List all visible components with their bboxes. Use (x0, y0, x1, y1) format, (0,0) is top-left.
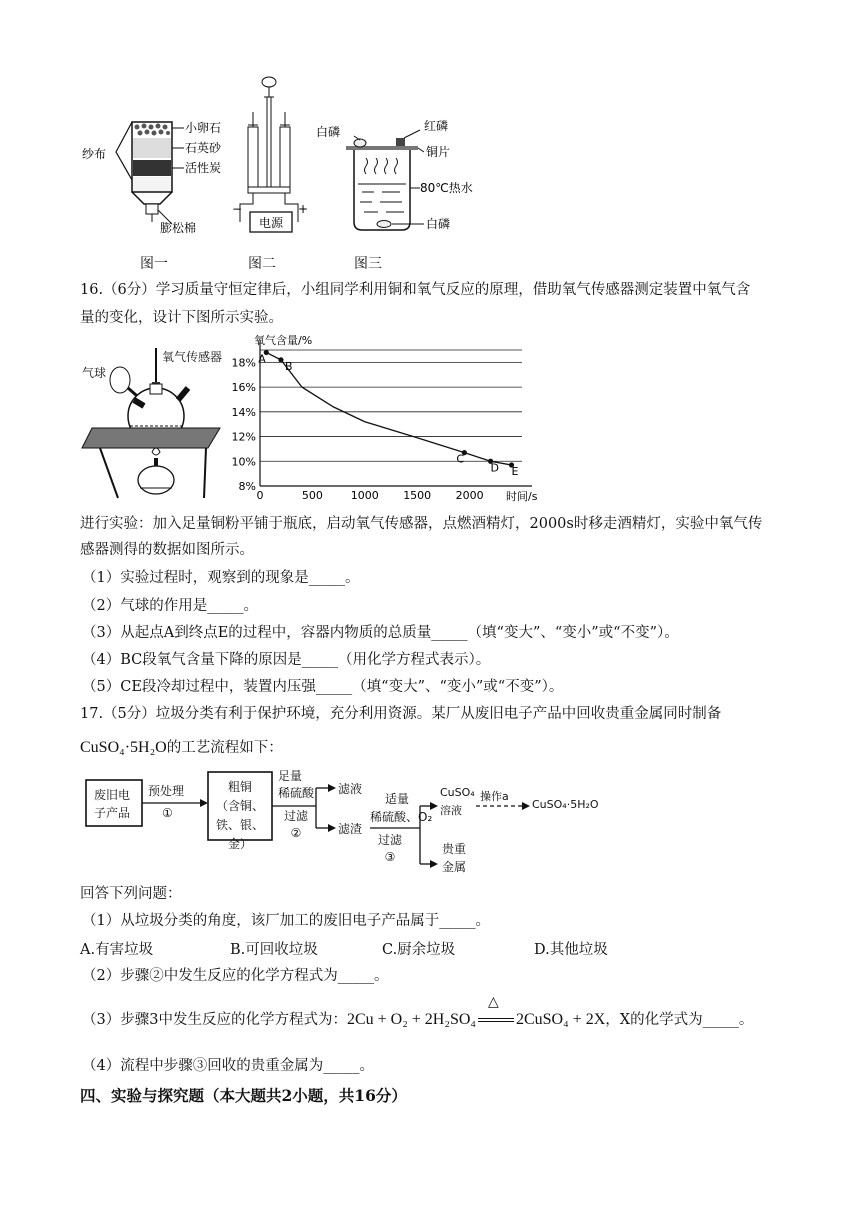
x-axis-label: 时间/s (506, 490, 538, 503)
equation-arrow (476, 994, 516, 1030)
label-hot-water: 80℃热水 (420, 181, 473, 195)
x-tick-label: 1000 (350, 489, 379, 502)
flow-precious-metal: 贵重 金属 (442, 842, 467, 874)
figure-1-caption: 图一 (140, 256, 168, 272)
q16-sub2: （2）气球的作用是_____。 (82, 598, 258, 614)
option-b: B.可回收垃圾 (230, 942, 318, 958)
section-4-heading: 四、实验与探究题（本大题共2小题，共16分） (80, 1086, 407, 1105)
flow-cuso4-solution: CuSO₄ 溶液 (440, 786, 475, 817)
y-tick-label: 8% (238, 480, 256, 493)
q16-stem-line1: 16.（6分）学习质量守恒定律后，小组同学利用铜和氧气反应的原理，借助氧气传感器测定装置中氧气含 (80, 282, 751, 298)
y-tick-label: 10% (232, 455, 256, 469)
label-gauze: 纱布 (82, 147, 107, 161)
x-tick-label: 2000 (455, 489, 484, 502)
figure-2-electrolysis (228, 72, 318, 242)
label-copper-plate: 铜片 (426, 145, 451, 159)
q16-experiment-line1: 进行实验：加入足量铜粉平铺于瓶底，启动氧气传感器，点燃酒精灯，2000s时移走酒精灯，实验中氧气传 (80, 516, 763, 532)
q17-sub4: （4）流程中步骤③回收的贵重金属为_____。 (82, 1058, 374, 1074)
label-white-phosphorus-water: 白磷 (426, 217, 451, 231)
q17-sub1: （1）从垃圾分类的角度，该厂加工的废旧电子产品属于_____。 (82, 913, 490, 929)
equation-right: 2CuSO₄ + 2X (515, 1011, 606, 1028)
figure-2-caption: 图二 (248, 256, 276, 272)
label-oxygen-sensor: 氧气传感器 (162, 350, 223, 364)
q16-sub4: （4）BC段氧气含量下降的原因是_____（用化学方程式表示）。 (82, 652, 491, 668)
point-label-d: D (490, 461, 500, 475)
q17-sub2: （2）步骤②中发生反应的化学方程式为_____。 (82, 968, 389, 984)
q17-answer-intro: 回答下列问题： (80, 886, 182, 902)
q16-apparatus (80, 340, 232, 500)
option-c: C.厨余垃圾 (382, 942, 456, 958)
equation-left: 2Cu + O₂ + 2H₂SO₄ (346, 1011, 476, 1028)
label-cotton: 膨松棉 (160, 221, 197, 235)
flow-box-waste: 废旧电 子产品 (94, 788, 131, 820)
flow-acid2: 适量 稀硫酸、O₂ (370, 792, 433, 824)
flow-residue: 滤渣 (338, 822, 363, 836)
oxygen-curve (266, 352, 511, 465)
q17-stem-line2: 的工艺流程如下： (166, 740, 283, 756)
figure-1-water-filter (80, 80, 230, 245)
x-tick-label: 500 (301, 489, 323, 502)
y-tick-label: 18% (232, 356, 256, 370)
point-label-c: C (456, 452, 465, 466)
label-red-phosphorus: 红磷 (424, 119, 449, 133)
minus-sign: − (232, 202, 243, 216)
label-activated-carbon: 活性炭 (185, 161, 222, 175)
figure-3-caption: 图三 (354, 256, 382, 272)
q17-formula: CuSO₄·5H₂O (80, 739, 167, 756)
q16-sub5: （5）CE段冷却过程中，装置内压强_____（填“变大”、“变小”或“不变”）。 (82, 679, 564, 695)
flow-step1-num: ① (162, 806, 173, 820)
y-tick-label: 16% (232, 381, 256, 395)
x-tick-label: 1500 (403, 489, 432, 502)
option-a: A.有害垃圾 (80, 942, 154, 958)
q16-experiment-line2: 感器测得的数据如图所示。 (80, 542, 254, 558)
label-pebble: 小卵石 (185, 121, 222, 135)
flow-acid1: 足量 稀硫酸 (278, 769, 315, 800)
power-label: 电源 (258, 216, 284, 230)
oxygen-chart-svg (232, 330, 552, 504)
oxygen-chart (232, 330, 552, 504)
flow-operation-a: 操作a (480, 790, 509, 803)
point-label-b: B (284, 359, 293, 373)
heat-symbol: △ (487, 994, 499, 1010)
q16-sub1: （1）实验过程时，观察到的现象是_____。 (82, 570, 360, 586)
y-tick-label: 14% (232, 405, 256, 419)
q16-sub3: （3）从起点A到终点E的过程中，容器内物质的总质量_____（填“变大”、“变小”或“不变”）。 (82, 625, 679, 641)
flow-product: CuSO₄·5H₂O (532, 798, 599, 811)
point-label-e: E (511, 464, 519, 478)
flow-box-crude-copper: 粗铜 （含铜、 铁、银、金） (215, 780, 264, 851)
flow-filter2: 过滤 ② (284, 809, 309, 840)
flow-filter3: 过滤 ③ (378, 833, 403, 864)
label-white-phosphorus-top: 白磷 (316, 125, 341, 139)
flow-filtrate: 滤液 (338, 782, 363, 796)
option-d: D.其他垃圾 (534, 942, 608, 958)
q16-stem-line2: 量的变化，设计下图所示实验。 (80, 310, 283, 326)
q17-sub3: （3）步骤3中发生反应的化学方程式为：2Cu + O₂ + 2H₂SO₄ △ 2CuSO₄ + 2X，X的化学式为_____。 (82, 994, 754, 1028)
plus-sign: + (298, 202, 309, 216)
label-quartz-sand: 石英砂 (185, 141, 222, 155)
flow-step1-label: 预处理 (148, 784, 185, 798)
point-label-a: A (258, 352, 266, 366)
label-balloon: 气球 (82, 366, 107, 380)
y-axis-label: 氧气含量/% (254, 334, 313, 347)
figure-3-combustion (314, 112, 484, 242)
process-flowchart (80, 768, 610, 880)
y-tick-label: 12% (232, 430, 256, 444)
data-point-b (278, 357, 283, 362)
x-tick-label: 0 (256, 489, 264, 502)
q17-stem-line1: 17.（5分）垃圾分类有利于保护环境，充分利用资源。某厂从废旧电子产品中回收贵重金属同时制备 (80, 706, 722, 722)
